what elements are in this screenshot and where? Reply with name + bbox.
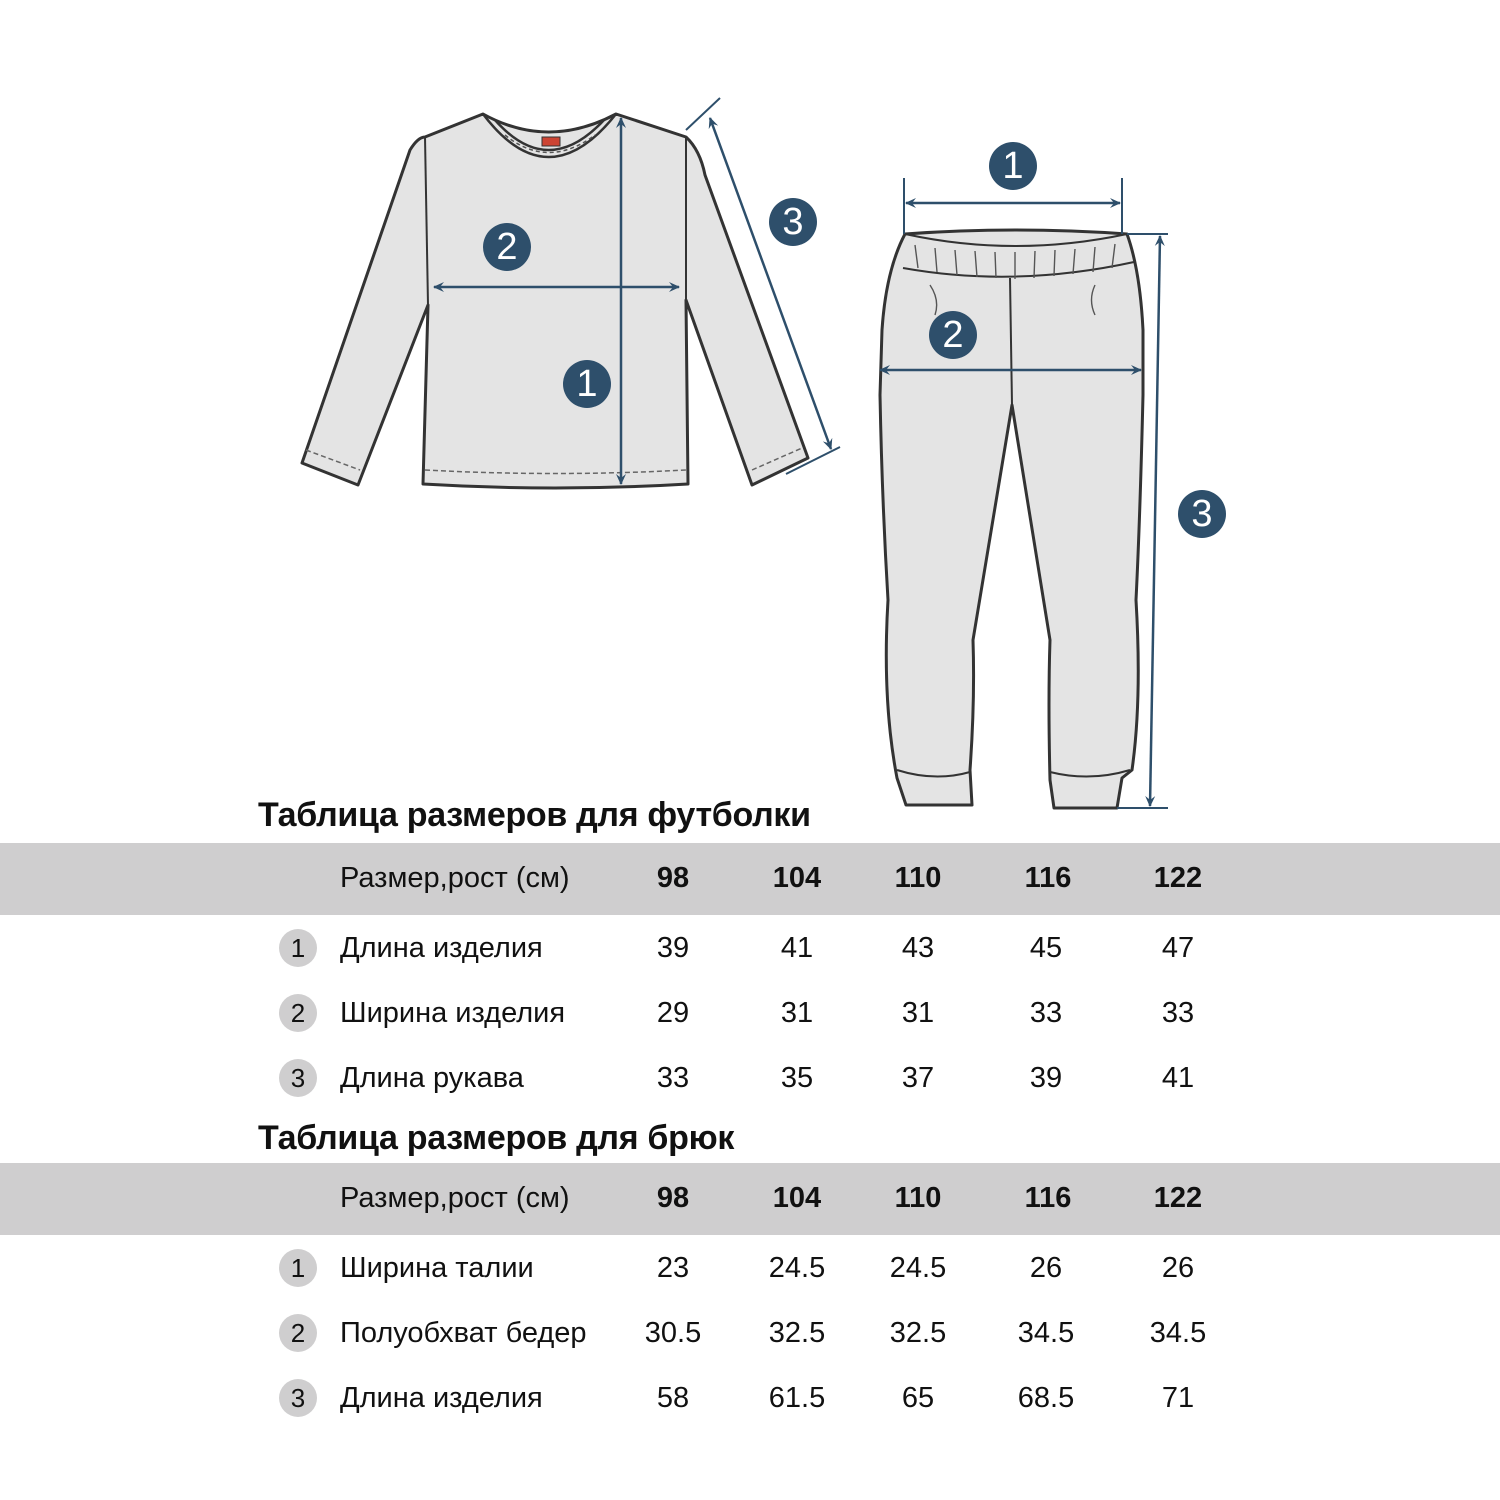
- shirt-size-col: 104: [772, 862, 822, 894]
- row-value: 32.5: [768, 1317, 826, 1349]
- pants-drawing: [880, 142, 1226, 808]
- pants-badge-hip: [929, 311, 977, 359]
- shirt-size-col: 116: [1024, 862, 1072, 894]
- row-value: 26: [1161, 1252, 1195, 1284]
- row-value: 37: [901, 1062, 935, 1094]
- row-value: 34.5: [1017, 1317, 1075, 1349]
- shirt-badge-length-text: 1: [576, 363, 598, 405]
- shirt-table-title: Таблица размеров для футболки: [258, 796, 811, 834]
- shirt-badge-length: [563, 360, 611, 408]
- shirt-badge-sleeve-text: 3: [782, 201, 804, 243]
- row-value: 39: [1029, 1062, 1063, 1094]
- pants-length-arrow: [1150, 236, 1160, 806]
- row-value: 41: [1161, 1062, 1195, 1094]
- shirt-label-tag: [542, 137, 560, 146]
- pants-size-col: 104: [772, 1182, 822, 1214]
- pants-size-col: 122: [1153, 1182, 1203, 1214]
- shirt-table-header: [0, 843, 1500, 915]
- pants-badge-hip-text: 2: [942, 314, 964, 356]
- row-label: Длина изделия: [340, 1382, 543, 1414]
- row-value: 30.5: [644, 1317, 702, 1349]
- shirt-size-col: 98: [656, 862, 690, 894]
- row-value: 45: [1029, 932, 1063, 964]
- row-value: 29: [656, 997, 690, 1029]
- row-value: 71: [1161, 1382, 1195, 1414]
- row-value: 41: [780, 932, 814, 964]
- pants-badge-length-text: 3: [1191, 493, 1213, 535]
- shirt-drawing: [302, 98, 840, 488]
- row-value: 58: [656, 1382, 690, 1414]
- row-value: 33: [1161, 997, 1195, 1029]
- pants-size-col: 116: [1024, 1182, 1072, 1214]
- row-value: 34.5: [1149, 1317, 1207, 1349]
- pants-table-title: Таблица размеров для брюк: [258, 1119, 735, 1157]
- shirt-header-label: Размер,рост (см): [340, 862, 570, 894]
- row-value: 68.5: [1017, 1382, 1075, 1414]
- row-label: Ширина талии: [340, 1252, 534, 1284]
- row-number-badge: 2: [279, 994, 317, 1032]
- row-value: 47: [1161, 932, 1195, 964]
- row-number-badge: 1: [279, 1249, 317, 1287]
- shirt-size-col: 110: [894, 862, 942, 894]
- pants-table-header: [0, 1163, 1500, 1235]
- row-value: 39: [656, 932, 690, 964]
- row-value: 61.5: [768, 1382, 826, 1414]
- row-value: 35: [780, 1062, 814, 1094]
- pants-size-col: 110: [894, 1182, 942, 1214]
- row-value: 26: [1029, 1252, 1063, 1284]
- row-label: Длина рукава: [340, 1062, 524, 1094]
- shirt-body: [302, 114, 808, 488]
- row-value: 65: [901, 1382, 935, 1414]
- shirt-size-col: 122: [1153, 862, 1203, 894]
- row-value: 31: [780, 997, 814, 1029]
- row-value: 32.5: [889, 1317, 947, 1349]
- row-number-badge: 2: [279, 1314, 317, 1352]
- row-number-badge: 3: [279, 1059, 317, 1097]
- row-value: 33: [1029, 997, 1063, 1029]
- row-value: 24.5: [889, 1252, 947, 1284]
- row-value: 24.5: [768, 1252, 826, 1284]
- pants-size-col: 98: [656, 1182, 690, 1214]
- pants-badge-waist-text: 1: [1002, 145, 1024, 187]
- row-label: Длина изделия: [340, 932, 543, 964]
- row-value: 33: [656, 1062, 690, 1094]
- row-value: 31: [901, 997, 935, 1029]
- pants-badge-length: [1178, 490, 1226, 538]
- row-label: Полуобхват бедер: [340, 1317, 587, 1349]
- pants-badge-waist: [989, 142, 1037, 190]
- row-value: 23: [656, 1252, 690, 1284]
- row-label: Ширина изделия: [340, 997, 566, 1029]
- shirt-badge-width-text: 2: [496, 226, 518, 268]
- row-number-badge: 3: [279, 1379, 317, 1417]
- pants-header-label: Размер,рост (см): [340, 1182, 570, 1214]
- shirt-badge-width: [483, 223, 531, 271]
- row-number-badge: 1: [279, 929, 317, 967]
- shirt-badge-sleeve: [769, 198, 817, 246]
- row-value: 43: [901, 932, 935, 964]
